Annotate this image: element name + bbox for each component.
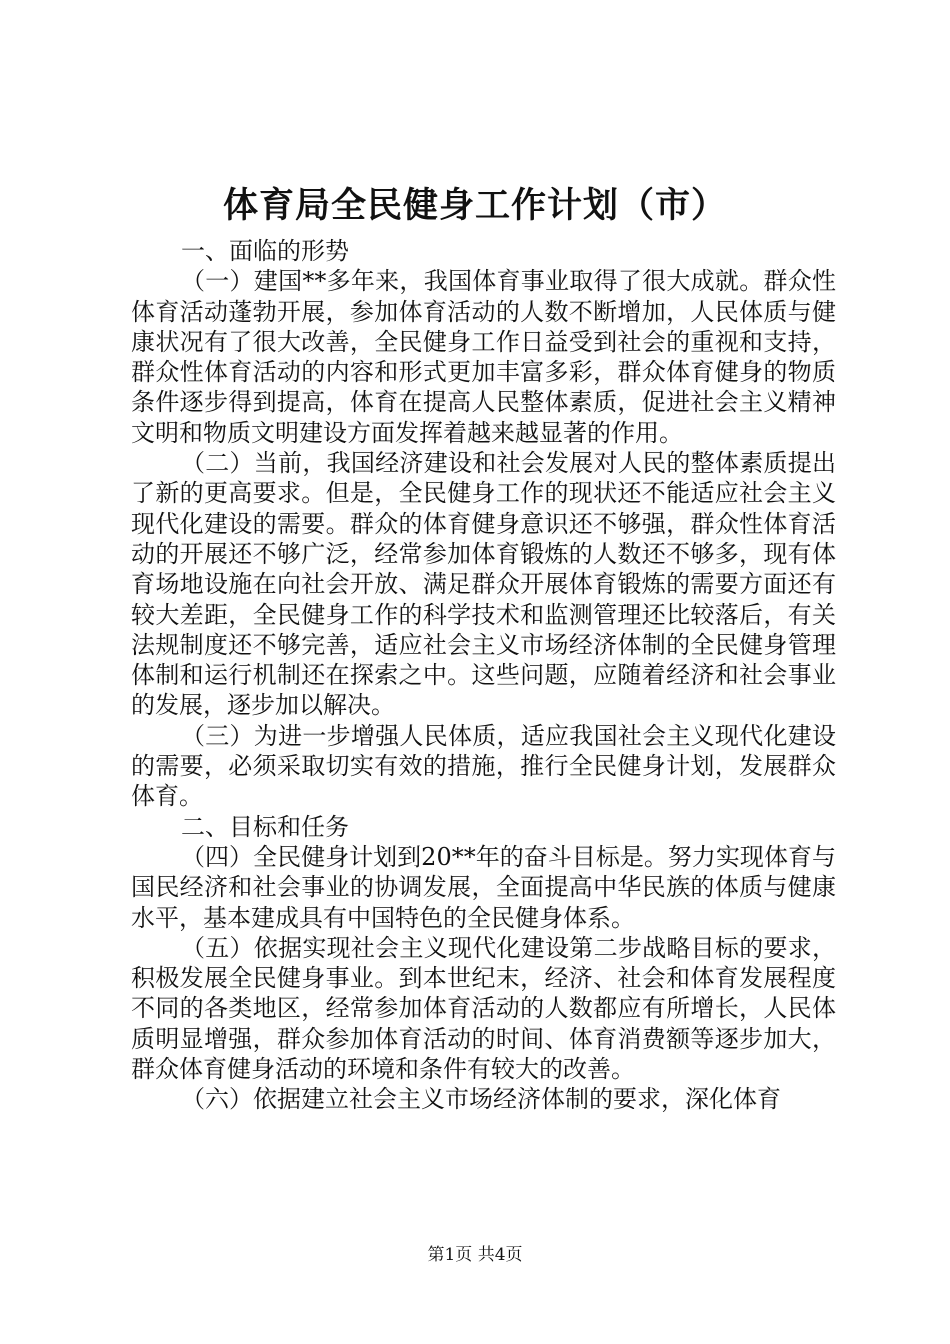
section-heading-2: 二、目标和任务 xyxy=(181,812,349,841)
section-heading-1: 一、面临的形势 xyxy=(181,237,349,265)
paragraph-1: （一）建国**多年来，我国体育事业取得了很大成就。群众性体育活动蓬勃开展，参加体育活动的人数不断增加，人民体质与健康状况有了很大改善，全民健身工作日益受到社会的重视和支持，群众性体育活动的内容和形式更加丰富多彩，群众体育健身的物质条件逐步得到提高，体育在提高人民整体素质，促进社会主义精神文明和物质文明建设方面发挥着越来越显著的作用。 xyxy=(131,267,836,447)
paragraph-6: （六）依据建立社会主义市场经济体制的要求，深化体育 xyxy=(181,1085,781,1114)
page-title: 体育局全民健身工作计划（市） xyxy=(222,186,727,226)
page-footer: 第1页 共4页 xyxy=(427,1245,523,1265)
paragraph-2: （二）当前，我国经济建设和社会发展对人民的整体素质提出了新的更高要求。但是，全民健身工作的现状还不能适应社会主义现代化建设的需要。群众的体育健身意识还不够强，群众性体育活动的开展还不够广泛，经常参加体育锻炼的人数还不够多，现有体育场地设施在向社会开放、满足群众开展体育锻炼的需要方面还有较大差距，全民健身工作的科学技术和监测管理还比较落后，有关法规制度还不够完善，适应社会主义市场经济体制的全民健身管理体制和运行机制还在探索之中。这些问题，应随着经济和社会事业的发展，逐步加以解决。 xyxy=(131,449,836,720)
paragraph-3: （三）为进一步增强人民体质，适应我国社会主义现代化建设的需要，必须采取切实有效的措施，推行全民健身计划，发展群众体育。 xyxy=(131,721,836,811)
paragraph-4: （四）全民健身计划到20**年的奋斗目标是。努力实现体育与国民经济和社会事业的协调发展，全面提高中华民族的体质与健康水平，基本建成具有中国特色的全民健身体系。 xyxy=(131,842,836,932)
paragraph-5: （五）依据实现社会主义现代化建设第二步战略目标的要求，积极发展全民健身事业。到本世纪末，经济、社会和体育发展程度不同的各类地区，经常参加体育活动的人数都应有所增长，人民体质明显增强，群众参加体育活动的时间、体育消费额等逐步加大，群众体育健身活动的环境和条件有较大的改善。 xyxy=(131,933,836,1084)
document-body xyxy=(131,236,836,1115)
